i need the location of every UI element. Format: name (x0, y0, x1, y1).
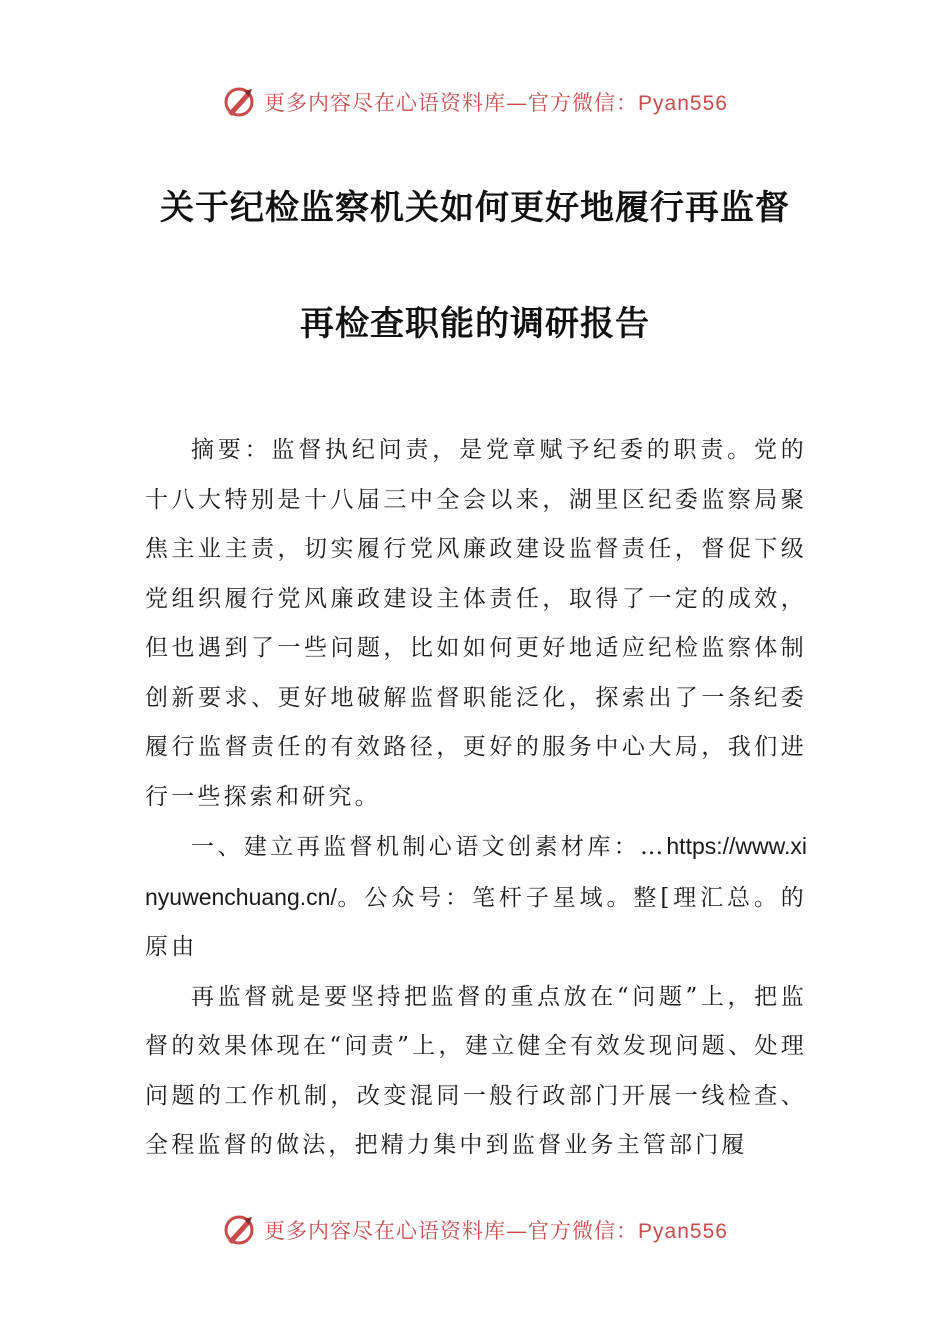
paragraph-body: 再监督就是要坚持把监督的重点放在“问题”上，把监督的效果体现在“问责”上，建立健全有效发现问题、处理问题的工作机制，改变混同一般行政部门开展一线检查、全程监督的做法，把精力集中到监督业务主管部门履 (145, 983, 807, 1158)
source-url-link[interactable]: https://www.xinyuwenchuang.cn/ (145, 833, 807, 910)
watermark-text: 更多内容尽在心语资料库—官方微信：Pyan556 (264, 1219, 728, 1243)
paragraph-abstract: 摘要：监督执纪问责，是党章赋予纪委的职责。党的十八大特别是十八届三中全会以来，湖里区纪委监察局聚焦主业主责，切实履行党风廉政建设监督责任，督促下级党组织履行党风廉政建设主体责任，取得了一定的成效，但也遇到了一些问题，比如如何更好地适应纪检监察体制创新要求、更好地破解监督职能泛化，探索出了一条纪委履行监督责任的有效路径，更好的服务中心大局，我们进行一些探索和研究。 (145, 437, 807, 810)
watermark-banner-top (0, 82, 950, 122)
watermark-banner-bottom (0, 1210, 950, 1250)
document-title-line-1: 关于纪检监察机关如何更好地履行再监督 (160, 188, 790, 228)
document-title-line-2: 再检查职能的调研报告 (300, 304, 650, 344)
watermark-text: 更多内容尽在心语资料库—官方微信：Pyan556 (264, 91, 728, 115)
paragraph-section-heading: 一、建立再监督机制心语文创素材库：…https://www.xinyuwenchuang.cn/。公众号：笔杆子星域。整[理汇总。的原由 (145, 833, 807, 960)
document-body (145, 426, 807, 1171)
pen-logo-icon (222, 85, 256, 119)
pen-logo-icon (222, 1213, 256, 1247)
